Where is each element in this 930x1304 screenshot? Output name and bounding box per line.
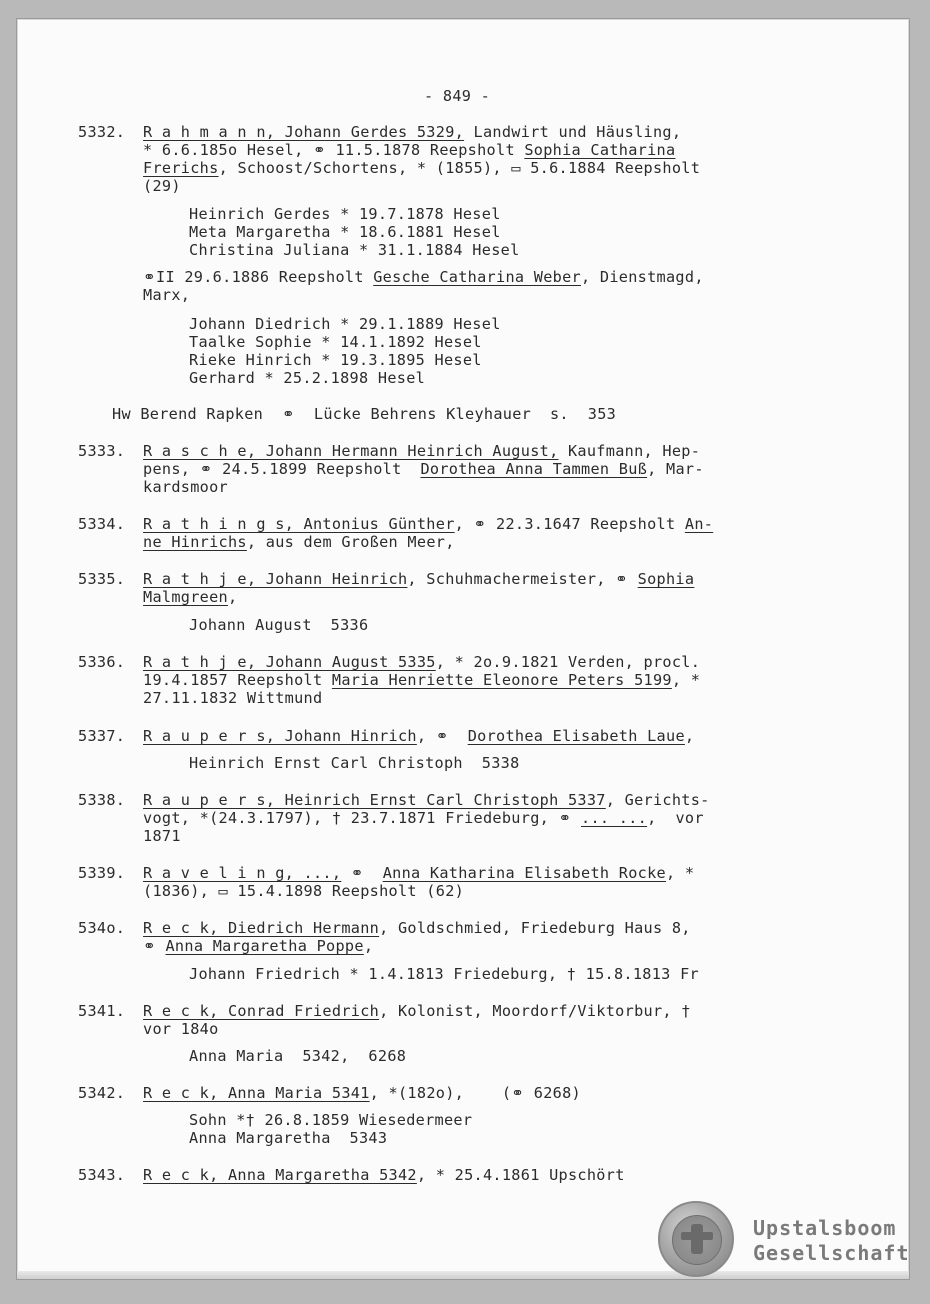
text-span: , ⚭ 22.3.1647 Reepsholt (454, 515, 685, 533)
underlined-name: Maria Henriette Eleonore Peters 5199 (331, 671, 672, 689)
text-line (143, 937, 373, 955)
text-line (143, 442, 700, 460)
text-span: 5333. (78, 442, 126, 460)
logo-line-2: Gesellschaft (753, 1241, 910, 1265)
text-line (189, 965, 699, 983)
text-span: 5339. (78, 864, 126, 882)
entry-number (78, 653, 125, 671)
entry-number (78, 727, 125, 745)
text-span: , * 25.4.1861 Upschört (416, 1166, 625, 1184)
text-line (143, 515, 713, 533)
text-span: , * (666, 864, 695, 882)
text-span: 5332. (78, 123, 126, 141)
text-span: Heinrich Ernst Carl Christoph 5338 (189, 754, 520, 772)
text-line (189, 369, 425, 387)
text-line (143, 653, 700, 671)
page-number (424, 87, 490, 105)
text-span: Johann Friedrich * 1.4.1813 Friedeburg, † 15.8.1813 Fr (189, 965, 699, 983)
text-line (189, 223, 501, 241)
text-span: , vor (647, 809, 704, 827)
text-span: , (363, 937, 374, 955)
text-span: , (684, 727, 695, 745)
text-line (189, 1047, 406, 1065)
underlined-name: R a v e l i n g, ..., (143, 864, 342, 882)
text-span: kardsmoor (143, 478, 228, 496)
text-span: 1871 (143, 827, 181, 845)
text-line (143, 727, 694, 745)
text-span: Sohn *† 26.8.1859 Wiesedermeer (189, 1111, 473, 1129)
text-line (143, 570, 694, 588)
text-span: , * 2o.9.1821 Verden, procl. (435, 653, 701, 671)
underlined-name: R a t h i n g s, Antonius Günther (143, 515, 455, 533)
text-span: Johann Diedrich * 29.1.1889 Hesel (189, 315, 501, 333)
text-line (189, 351, 482, 369)
text-span: Heinrich Gerdes * 19.7.1878 Hesel (189, 205, 501, 223)
underlined-name: R a s c h e, Johann Hermann Heinrich August, (143, 442, 559, 460)
entry-number (78, 791, 125, 809)
text-span: vogt, *(24.3.1797), † 23.7.1871 Friedeburg, ⚭ (143, 809, 581, 827)
underlined-name: R e c k, Anna Maria 5341 (143, 1084, 370, 1102)
underlined-name: Dorothea Elisabeth Laue (467, 727, 685, 745)
underlined-name: Frerichs (143, 159, 219, 177)
text-span: (1836), ▭ 15.4.1898 Reepsholt (62) (143, 882, 465, 900)
underlined-name: Dorothea Anna Tammen Buß (420, 460, 648, 478)
text-line (189, 241, 520, 259)
text-line (143, 671, 700, 689)
text-span: , Mar- (647, 460, 704, 478)
entry-number (78, 123, 125, 141)
text-span: , (228, 588, 238, 606)
text-span: , Kolonist, Moordorf/Viktorbur, † (379, 1002, 691, 1020)
entry-number (78, 442, 125, 460)
text-span: 5338. (78, 791, 126, 809)
entry-number (78, 864, 125, 882)
text-line (189, 616, 368, 634)
text-span: Taalke Sophie * 14.1.1892 Hesel (189, 333, 482, 351)
text-line (143, 478, 228, 496)
underlined-name: R a u p e r s, Heinrich Ernst Carl Christoph 5337 (143, 791, 606, 809)
underlined-name: R a t h j e, Johann Heinrich (143, 570, 408, 588)
text-line (143, 533, 455, 551)
text-line (143, 1020, 219, 1038)
logo-line-1: Upstalsboom (753, 1216, 897, 1240)
text-span: vor 184o (143, 1020, 219, 1038)
underlined-name: R a u p e r s, Johann Hinrich (143, 727, 417, 745)
text-span: Anna Maria 5342, 6268 (189, 1047, 407, 1065)
text-span: Hw Berend Rapken ⚭ Lücke Behrens Kleyhauer s. 353 (112, 405, 617, 423)
page-bottom-edge (17, 1271, 909, 1279)
text-span: 5342. (78, 1084, 126, 1102)
text-line (143, 827, 181, 845)
underlined-name: Sophia (637, 570, 695, 588)
text-span: 19.4.1857 Reepsholt (143, 671, 332, 689)
entry-number (78, 515, 125, 533)
text-span: Marx, (143, 286, 191, 304)
underlined-name: R a h m a n n, Johann Gerdes 5329, (143, 123, 465, 141)
text-span: ⚭ (143, 937, 166, 955)
text-span: ⚭II 29.6.1886 Reepsholt (143, 268, 374, 286)
text-span: 5336. (78, 653, 126, 671)
underlined-name: R e c k, Diedrich Hermann (143, 919, 380, 937)
text-span: Kaufmann, Hep- (558, 442, 701, 460)
text-span: * 6.6.185o Hesel, ⚭ 11.5.1878 Reepsholt (143, 141, 525, 159)
text-line (143, 919, 691, 937)
text-line (112, 405, 616, 423)
text-line (189, 315, 501, 333)
text-span: 534o. (78, 919, 126, 937)
text-line (143, 159, 700, 177)
text-line (143, 882, 464, 900)
text-span: , *(182o), (⚭ 6268) (369, 1084, 581, 1102)
text-span: , Goldschmied, Friedeburg Haus 8, (379, 919, 691, 937)
text-span: Landwirt und Häusling, (464, 123, 682, 141)
text-line (143, 268, 704, 286)
text-span: 5335. (78, 570, 126, 588)
entry-number (78, 919, 125, 937)
text-line (143, 177, 181, 195)
underlined-name: R e c k, Conrad Friedrich (143, 1002, 380, 1020)
underlined-name: An- (684, 515, 714, 533)
underlined-name: ... ... (581, 809, 648, 827)
text-line (189, 1111, 472, 1129)
underlined-name: Sophia Catharina (524, 141, 676, 159)
text-span: Johann August 5336 (189, 616, 369, 634)
underlined-name: R e c k, Anna Margaretha 5342 (143, 1166, 417, 1184)
underlined-name: Anna Margaretha Poppe (165, 937, 364, 955)
text-span: Rieke Hinrich * 19.3.1895 Hesel (189, 351, 482, 369)
text-line (189, 205, 501, 223)
text-span: , aus dem Großen Meer, (246, 533, 455, 551)
text-line (143, 1084, 581, 1102)
entry-number (78, 1084, 125, 1102)
text-span: , Schuhmachermeister, ⚭ (407, 570, 638, 588)
text-line (143, 791, 710, 809)
text-line (143, 588, 237, 606)
entry-number (78, 1166, 125, 1184)
text-span: Meta Margaretha * 18.6.1881 Hesel (189, 223, 501, 241)
entry-number (78, 570, 125, 588)
underlined-name: Anna Katharina Elisabeth Rocke (382, 864, 666, 882)
text-span: 27.11.1832 Wittmund (143, 689, 323, 707)
underlined-name: ne Hinrichs (143, 533, 247, 551)
text-line (143, 460, 704, 478)
text-span: , Gerichts- (605, 791, 710, 809)
text-line (189, 1129, 387, 1147)
text-span: Anna Margaretha 5343 (189, 1129, 388, 1147)
text-span: - 849 - (424, 87, 491, 105)
underlined-name: Gesche Catharina Weber (373, 268, 581, 286)
text-span: , ⚭ (416, 727, 468, 745)
text-span: ⚭ (341, 864, 383, 882)
text-line (189, 333, 482, 351)
text-line (143, 1002, 691, 1020)
text-span: 5337. (78, 727, 126, 745)
seal-logo (658, 1201, 734, 1277)
text-line (143, 689, 322, 707)
text-line (143, 123, 681, 141)
text-span: , Dienstmagd, (581, 268, 704, 286)
text-line (143, 809, 704, 827)
text-span: pens, ⚭ 24.5.1899 Reepsholt (143, 460, 421, 478)
text-span: , Schoost/Schortens, * (1855), ▭ 5.6.1884 Reepsholt (218, 159, 701, 177)
text-span: Christina Juliana * 31.1.1884 Hesel (189, 241, 520, 259)
entry-number (78, 1002, 125, 1020)
text-line (143, 864, 694, 882)
text-line (143, 1166, 625, 1184)
seal-emblem-icon (672, 1215, 722, 1265)
text-span: Gerhard * 25.2.1898 Hesel (189, 369, 426, 387)
text-line (143, 286, 190, 304)
text-span: 5341. (78, 1002, 126, 1020)
text-line (143, 141, 675, 159)
text-span: 5343. (78, 1166, 126, 1184)
text-span: (29) (143, 177, 181, 195)
text-span: 5334. (78, 515, 126, 533)
text-span: , * (671, 671, 701, 689)
underlined-name: R a t h j e, Johann August 5335 (143, 653, 436, 671)
underlined-name: Malmgreen (143, 588, 228, 606)
text-line (189, 754, 520, 772)
